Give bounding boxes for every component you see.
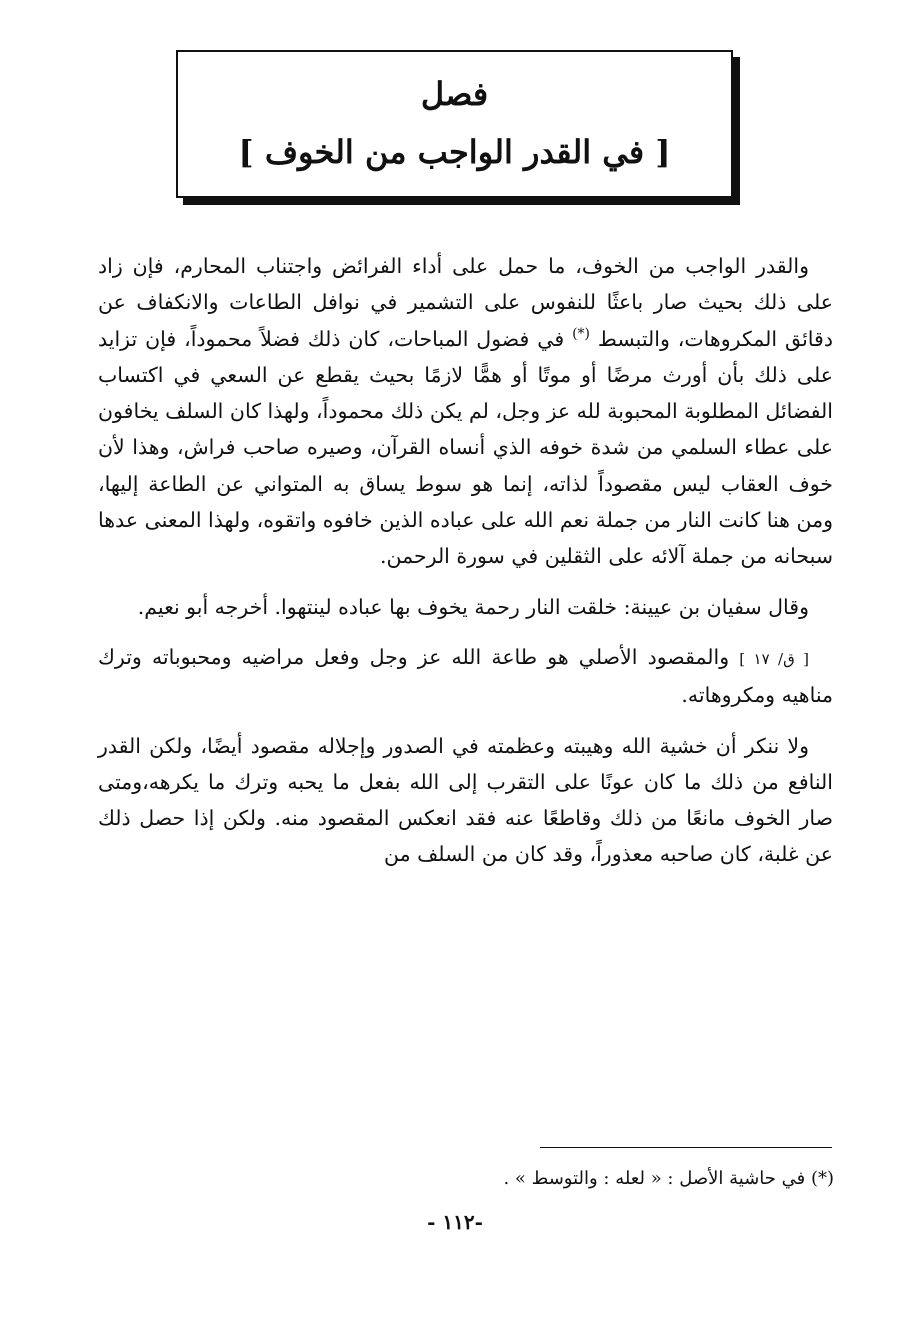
- paragraph-2: [98, 589, 833, 625]
- paragraph-4-text: ولا ننكر أن خشية الله وهيبته وعظمته في الصدور وإجلاله مقصود أيضًا، ولكن القدر النافع من ذلك ما كان عونًا على التقرب إلى الله بفعل ما يحبه وترك ما يكرهه،ومتى صار الخوف مانعًا من ذلك وقاطعًا عنه فقد انعكس المقصود منه. ولكن إذا حصل ذلك عن غلبة، كان صاحبه معذوراً، وقد كان من السلف من: [98, 733, 833, 867]
- paragraph-1-part-2: في فضول المباحات، كان ذلك فضلاً محموداً، فإن تزايد على ذلك بأن أورث مرضًا أو موتًا أو همًّا لازمًا بحيث يقطع عن السعي في اكتساب الفضائل المطلوبة المحبوبة لله عز وجل، لم يكن ذلك محموداً، ولهذا كان السلف يخافون على عطاء السلمي من شدة خوفه الذي أنساه القرآن، وصيره صاحب فراش، وهذا لأن خوف العقاب ليس مقصوداً لذاته، إنما هو سوط يساق به المتواني عن الطاعة إليها، ومن هنا كانت النار من جملة نعم الله على عباده الذين خافوه واتقوه، ولهذا المعنى عدها سبحانه من جملة آلائه على الثقلين في سورة الرحمن.: [98, 326, 833, 569]
- page-number: - ١١٢-: [427, 1210, 483, 1234]
- paragraph-1: [98, 248, 833, 575]
- paragraph-2-text: وقال سفيان بن عيينة: خلقت النار رحمة يخوف بها عباده لينتهوا. أخرجه أبو نعيم.: [137, 594, 809, 619]
- paragraph-4: [98, 728, 833, 873]
- chapter-title: فصل: [420, 75, 489, 113]
- footnote-marker: (*): [572, 325, 590, 342]
- chapter-subtitle: [ في القدر الواجب من الخوف ]: [238, 133, 671, 171]
- paragraph-3: [98, 639, 833, 714]
- paragraph-3-text: والمقصود الأصلي هو طاعة الله عز وجل وفعل مراضيه ومحبوباته وترك مناهيه ومكروهاته.: [98, 644, 833, 708]
- title-box: [176, 50, 733, 198]
- footnote: (*) في حاشية الأصل : « لعله : والتوسط » .: [503, 1168, 834, 1189]
- main-text: [98, 248, 833, 879]
- footnote-divider: [540, 1147, 832, 1148]
- paragraph-1-part-1: والقدر الواجب من الخوف، ما حمل على أداء الفرائض واجتناب المحارم، فإن زاد على ذلك بحيث صار باعثًا للنفوس على التشمير في نوافل الطاعات والانكفاف عن دقائق المكروهات، والتبسط: [98, 254, 833, 351]
- manuscript-reference: [ ق/ ١٧ ]: [739, 649, 809, 668]
